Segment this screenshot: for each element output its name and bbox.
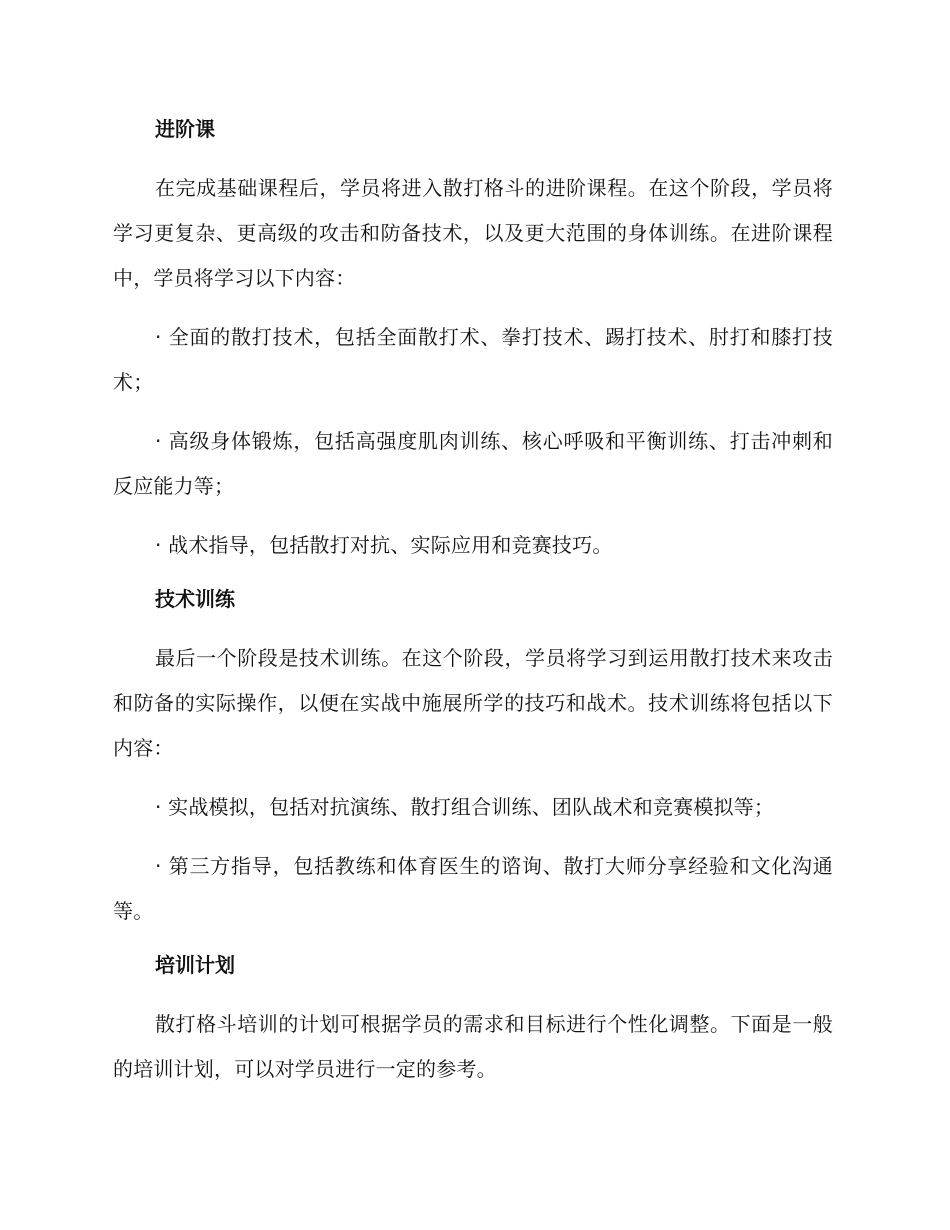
section-paragraph-technique: 最后一个阶段是技术训练。在这个阶段，学员将学习到运用散打技术来攻击和防备的实际操作，以便在实战中施展所学的技巧和战术。技术训练将包括以下内容： [113,646,833,760]
section-heading-plan: 培训计划 [155,953,235,977]
document-page [113,112,833,1106]
bullet-item: · 全面的散打技术，包括全面散打术、拳打技术、踢打技术、肘打和膝打技术； [113,325,833,394]
section-heading-advanced: 进阶课 [155,117,215,141]
bullet-item: · 高级身体锻炼，包括高强度肌肉训练、核心呼吸和平衡训练、打击冲刺和反应能力等； [113,429,833,498]
section-paragraph-plan: 散打格斗培训的计划可根据学员的需求和目标进行个性化调整。下面是一般的培训计划，可以对学员进行一定的参考。 [113,1012,833,1081]
section-paragraph-advanced: 在完成基础课程后，学员将进入散打格斗的进阶课程。在这个阶段，学员将学习更复杂、更高级的攻击和防备技术，以及更大范围的身体训练。在进阶课程中，学员将学习以下内容： [113,176,833,290]
bullet-item: · 战术指导，包括散打对抗、实际应用和竞赛技巧。 [155,533,613,557]
bullet-item: · 第三方指导，包括教练和体育医生的谘询、散打大师分享经验和文化沟通等。 [113,854,833,923]
section-heading-technique: 技术训练 [155,587,235,611]
bullet-item: · 实战模拟，包括对抗演练、散打组合训练、团队战术和竞赛模拟等； [155,795,775,819]
